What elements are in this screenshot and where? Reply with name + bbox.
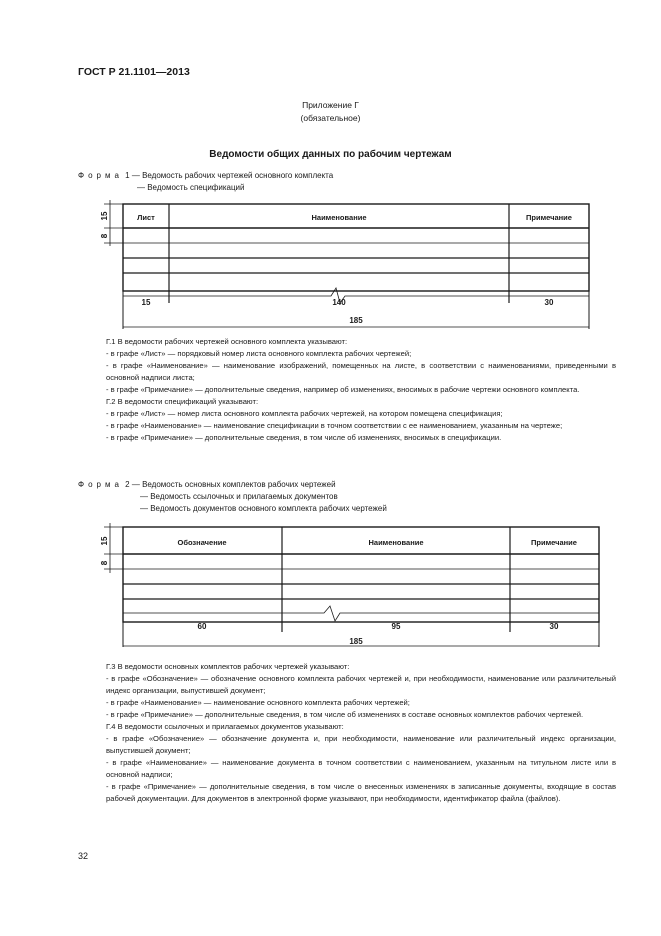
paragraph: - в графе «Примечание» — дополнительные сведения, в том числе об изменениях в составе основных комплектов рабочих чертежей. [106, 710, 584, 719]
paragraph: - в графе «Наименование» — наименование изображений, помещенных на листе, в соответствии с наименованиями, приведенными в основной надписи листа; [106, 361, 616, 382]
page-number: 32 [78, 851, 89, 861]
paragraph: Г.2 В ведомости спецификаций указывают: [106, 397, 259, 406]
form1-total-width: 185 [349, 316, 363, 325]
form2-col-designation: Обозначение [177, 538, 227, 547]
form1-caption [78, 171, 333, 180]
form2-col-name: Наименование [368, 538, 424, 547]
form2-header-height: 15 [100, 536, 109, 546]
paragraph: Г.4 В ведомости ссылочных и прилагаемых документов указывают: [106, 722, 344, 731]
form1-explanation [106, 336, 616, 444]
form1-width-note: 30 [544, 298, 554, 307]
form2-caption [78, 480, 336, 489]
form2-col-note: Примечание [531, 538, 577, 547]
form2-width-designation: 60 [197, 622, 207, 631]
annex-status: (обязательное) [300, 113, 361, 123]
paragraph: - в графе «Лист» — номер листа основного комплекта рабочих чертежей, на котором помещена спецификация; [106, 409, 503, 418]
form2-line2: — Ведомость ссылочных и прилагаемых документов [140, 492, 338, 501]
form2-label: Форма [78, 480, 123, 489]
form1-col-name: Наименование [311, 213, 367, 222]
paragraph: - в графе «Примечание» — дополнительные сведения, в том числе о внесенных изменениях в записанные документы, входящие в состав рабочей документации. Для документов в электронной форме указывают, при необходимости, идентификатор файла (файлов). [106, 782, 616, 803]
form1-row-height: 8 [100, 233, 109, 239]
paragraph: - в графе «Наименование» — наименование документа в точном соответствии с наименованием, указанным на титульном листе или в основной надписи; [106, 758, 616, 779]
paragraph: - в графе «Лист» — порядковый номер листа основного комплекта рабочих чертежей; [106, 349, 412, 358]
section-title: Ведомости общих данных по рабочим чертежам [209, 149, 452, 160]
form2-explanation [106, 661, 616, 805]
form2-table-drawing [90, 521, 600, 656]
paragraph: - в графе «Обозначение» — обозначение документа и, при необходимости, наименование или различительный индекс организации, выпустившей документ; [106, 734, 616, 755]
paragraph: Г.3 В ведомости основных комплектов рабочих чертежей указывают: [106, 662, 350, 671]
form1-table-drawing [90, 198, 600, 333]
form1-number-line: 1 — Ведомость рабочих чертежей основного комплекта [125, 171, 334, 180]
form2-total-width: 185 [349, 637, 363, 646]
form2-number-line: 2 — Ведомость основных комплектов рабочих чертежей [125, 480, 336, 489]
annex-title: Приложение Г [302, 100, 359, 110]
form1-label: Форма [78, 171, 123, 180]
paragraph: - в графе «Наименование» — наименование спецификации в точном соответствии с ее наименованием, указанным на чертеже; [106, 421, 563, 430]
form1-width-sheet: 15 [141, 298, 151, 307]
document-code: ГОСТ Р 21.1101—2013 [78, 66, 190, 78]
form1-width-name: 140 [332, 298, 346, 307]
form1-header-height: 15 [100, 211, 109, 221]
form2-line3: — Ведомость документов основного комплекта рабочих чертежей [140, 504, 387, 513]
form2-width-name: 95 [391, 622, 401, 631]
paragraph: Г.1 В ведомости рабочих чертежей основного комплекта указывают: [106, 337, 348, 346]
form2-row-height: 8 [100, 560, 109, 566]
form1-col-sheet: Лист [137, 213, 155, 222]
paragraph: - в графе «Наименование» — наименование основного комплекта рабочих чертежей; [106, 698, 410, 707]
paragraph: - в графе «Примечание» — дополнительные сведения, например об изменениях, вносимых в рабочие чертежи основного комплекта. [106, 385, 580, 394]
form2-width-note: 30 [549, 622, 559, 631]
form1-col-note: Примечание [526, 213, 572, 222]
paragraph: - в графе «Примечание» — дополнительные сведения, в том числе об изменениях, вносимых в спецификации. [106, 433, 502, 442]
form1-line2: — Ведомость спецификаций [137, 183, 245, 192]
paragraph: - в графе «Обозначение» — обозначение основного комплекта рабочих чертежей и, при необходимости, наименование или различительный индекс организации, выпустившей документ; [106, 674, 616, 695]
